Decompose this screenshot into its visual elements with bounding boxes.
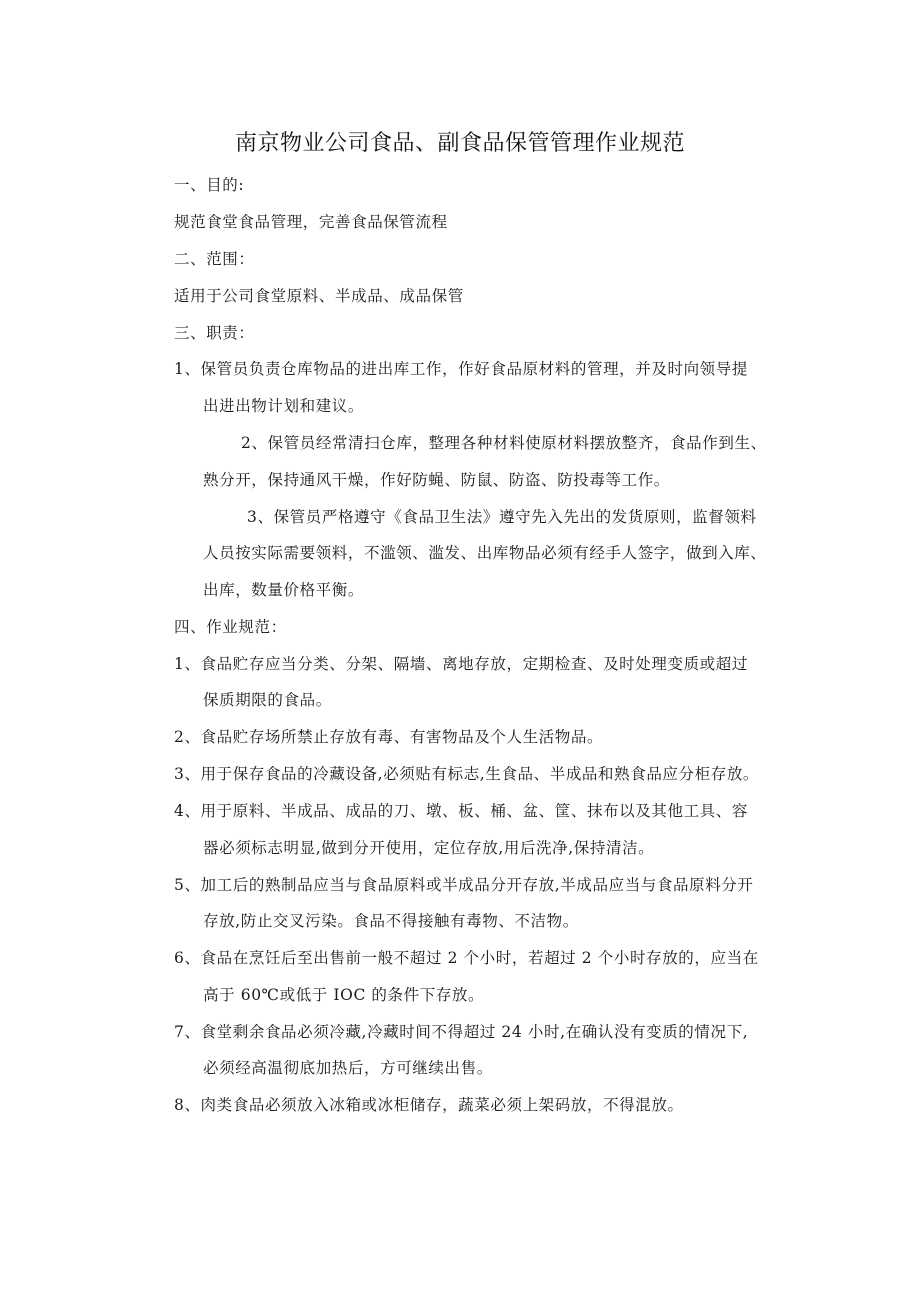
- norm-item-6-line-1: 6、食品在烹饪后至出售前一般不超过 2 个小时，若超过 2 个小时存放的，应当在: [174, 949, 759, 967]
- duty-item-3-line-1: 3、保管员严格遵守《食品卫生法》遵守先入先出的发货原则，监督领料: [247, 508, 757, 526]
- section-heading-duties: 三、职责：: [174, 324, 255, 342]
- norm-item-2-line-1: 2、食品贮存场所禁止存放有毒、有害物品及个人生活物品。: [174, 728, 604, 746]
- document-title: 南京物业公司食品、副食品保管管理作业规范: [234, 131, 685, 156]
- duty-item-3-line-2: 人员按实际需要领料，不滥领、滥发、出库物品必须有经手人签字，做到入库、: [203, 544, 767, 562]
- norm-item-8-line-1: 8、肉类食品必须放入冰箱或冰柜储存，蔬菜必须上架码放，不得混放。: [174, 1096, 684, 1114]
- norm-item-5-line-1: 5、加工后的熟制品应当与食品原料或半成品分开存放,半成品应当与食品原料分开: [174, 876, 754, 894]
- section-heading-scope: 二、范围：: [174, 250, 255, 268]
- norm-item-7-line-2: 必须经高温彻底加热后，方可继续出售。: [203, 1059, 493, 1077]
- norm-item-4-line-1: 4、用于原料、半成品、成品的刀、墩、板、桶、盆、筐、抹布以及其他工具、容: [174, 802, 748, 820]
- norm-item-7-line-1: 7、食堂剩余食品必须冷藏,冷藏时间不得超过 24 小时,在确认没有变质的情况下,: [174, 1023, 749, 1041]
- norm-item-3-line-1: 3、用于保存食品的冷藏设备,必须贴有标志,生食品、半成品和熟食品应分柜存放。: [174, 765, 760, 783]
- section-text-scope: 适用于公司食堂原料、半成品、成品保管: [174, 287, 464, 305]
- duty-item-1-line-2: 出进出物计划和建议。: [203, 397, 365, 415]
- norm-item-4-line-2: 器必须标志明显,做到分开使用，定位存放,用后洗净,保持清洁。: [203, 839, 655, 857]
- section-text-purpose: 规范食堂食品管理，完善食品保管流程: [174, 213, 448, 231]
- section-heading-purpose: 一、目的:: [174, 176, 245, 194]
- section-heading-norms: 四、作业规范：: [174, 618, 287, 636]
- norm-item-5-line-2: 存放,防止交叉污染。食品不得接触有毒物、不洁物。: [203, 912, 579, 930]
- duty-item-2-line-2: 熟分开，保持通风干燥，作好防蝇、防鼠、防盗、防投毒等工作。: [203, 471, 670, 489]
- norm-item-1-line-1: 1、食品贮存应当分类、分架、隔墙、离地存放，定期检查、及时处理变质或超过: [174, 655, 748, 673]
- norm-item-1-line-2: 保质期限的食品。: [203, 691, 332, 709]
- duty-item-3-line-3: 出库，数量价格平衡。: [203, 581, 365, 599]
- duty-item-1-line-1: 1、保管员负责仓库物品的进出库工作，作好食品原材料的管理，并及时向领导提: [174, 360, 748, 378]
- norm-item-6-line-2: 高于 60℃或低于 IOC 的条件下存放。: [203, 986, 485, 1004]
- duty-item-2-line-1: 2、保管员经常清扫仓库，整理各种材料使原材料摆放整齐，食品作到生、: [241, 434, 767, 452]
